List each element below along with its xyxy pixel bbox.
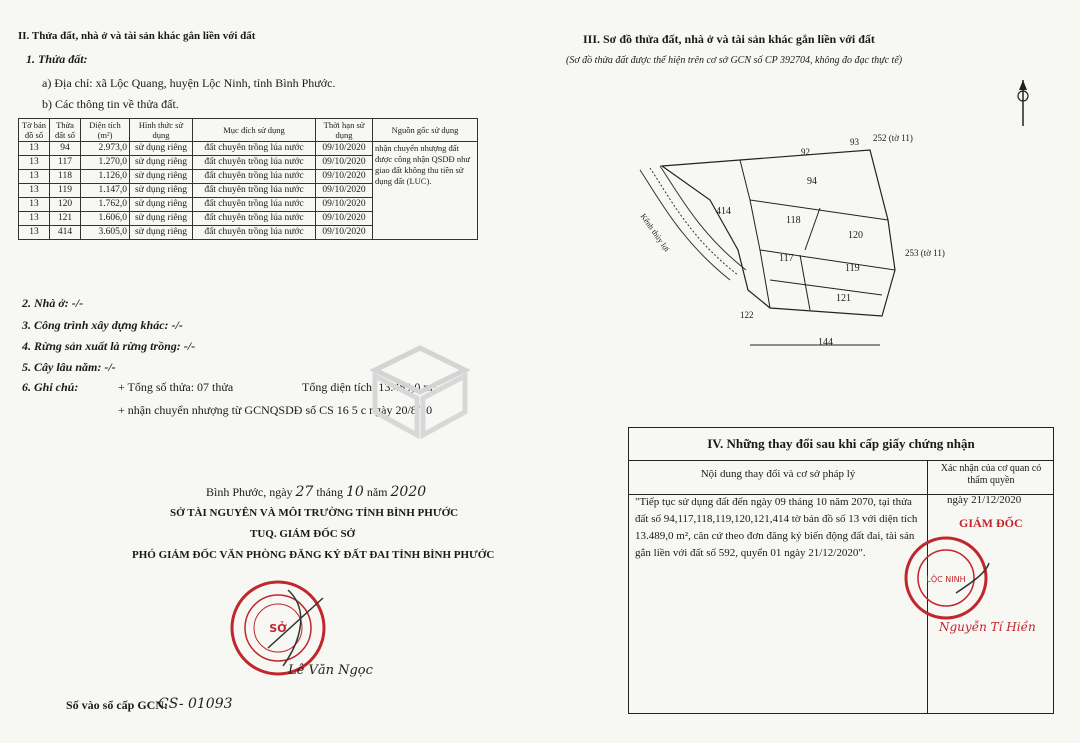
col-header: Diện tích (m²) [81,119,130,142]
cell: sử dụng riêng [130,184,193,198]
changes-content: "Tiếp tục sử dụng đất đến ngày 09 tháng 10 năm 2070, tại thửa đất số 94,117,118,119,120,121,414 tờ bản đồ số 13 với diện tích 13.489,0 m², căn cứ theo đơn đăng ký biến động đất đai, tài sản gắn liền với đất số 592, quyển 01 ngày 21/12/2020". [635,496,918,559]
entry-label: Số vào sổ cấp GCN: [66,698,169,712]
parcel-119-label: 119 [845,263,860,274]
cell: sử dụng riêng [130,226,193,240]
cell: 13 [19,212,50,226]
origin-cell: nhận chuyển nhượng đất được công nhận QSDĐ như giao đất không thu tiền sử dụng đất (LUC). [373,142,478,240]
signer-name: Lê Văn Ngọc [288,663,373,678]
cell: 09/10/2020 [316,170,373,184]
cell: đất chuyên trồng lúa nước [193,184,316,198]
cell: sử dụng riêng [130,170,193,184]
entry-number: CS- 01093 [158,696,233,712]
col-header: Hình thức sử dụng [130,119,193,142]
date-day: 27 [295,484,314,500]
cell: sử dụng riêng [130,198,193,212]
sign-date-line [206,484,426,500]
cell: 120 [50,198,81,212]
changes-col-content-header: Nội dung thay đổi và cơ sở pháp lý [700,468,856,480]
cell: 2.973,0 [81,142,130,156]
cell: 94 [50,142,81,156]
changes-col-confirm-header: Xác nhận của cơ quan có thẩm quyền [940,463,1042,486]
parcel-94-label: 94 [807,176,817,187]
item-forest: 4. Rừng sản xuất là rừng trồng: -/- [22,339,196,353]
parcel-117-label: 117 [779,253,794,264]
info-label: b) Các thông tin về thửa đất. [42,97,179,111]
item-house: 2. Nhà ở: -/- [22,296,84,310]
address: a) Địa chỉ: xã Lộc Quang, huyện Lộc Ninh, tỉnh Bình Phước. [42,76,336,90]
cell: 1.126,0 [81,170,130,184]
parcel-map [620,130,960,350]
date-year-label: năm [366,485,388,499]
parcel-92-label: 92 [801,147,810,157]
col-header: Nguồn gốc sử dụng [373,119,478,142]
confirm-signer: Nguyễn Tí Hiền [939,620,1036,634]
item-perennial: 5. Cây lâu năm: -/- [22,360,116,374]
col-header: Thời hạn sử dụng [316,119,373,142]
cell: 117 [50,156,81,170]
cell: 121 [50,212,81,226]
svg-text:LỘC NINH: LỘC NINH [926,575,966,584]
tuq-line: TUQ. GIÁM ĐỐC SỞ [250,528,356,540]
section-title-land: II. Thửa đất, nhà ở và tài sản khác gắn liền với đất [18,30,256,42]
svg-text:SỞ: SỞ [269,622,287,635]
cell: đất chuyên trồng lúa nước [193,156,316,170]
col-header: Tờ bản đồ số [19,119,50,142]
cell: 118 [50,170,81,184]
cell: 1.762,0 [81,198,130,212]
parcel-414-label: 414 [716,206,731,217]
table-header-row [19,119,478,142]
cell: đất chuyên trồng lúa nước [193,198,316,212]
parcel-144-label: 144 [818,337,833,348]
cell: 13 [19,198,50,212]
cell: 09/10/2020 [316,226,373,240]
parcel-93-label: 93 [850,137,859,147]
cell: 414 [50,226,81,240]
land-table [18,118,478,240]
note-total-parcels: + Tổng số thửa: 07 thửa [118,380,234,394]
date-prefix: Bình Phước, ngày [206,485,293,499]
map-subtitle: (Sơ đồ thửa đất được thể hiện trên cơ sở GCN số CP 392704, không đo đạc thực tế) [566,55,903,66]
watermark-icon [365,340,475,440]
changes-title: IV. Những thay đổi sau khi cấp giấy chứng nhận [629,428,1053,461]
north-arrow-icon [1012,78,1034,128]
cell: 1.147,0 [81,184,130,198]
date-month-label: tháng [316,485,344,499]
section-title-map: III. Sơ đồ thửa đất, nhà ở và tài sản khác gắn liền với đất [583,32,875,46]
cell: đất chuyên trồng lúa nước [193,142,316,156]
confirm-date: ngày 21/12/2020 [947,494,1022,506]
cell: 13 [19,142,50,156]
item-notes-title: 6. Ghi chú: [22,380,79,394]
cell: 119 [50,184,81,198]
cell: 13 [19,226,50,240]
col-header: Mục đích sử dụng [193,119,316,142]
parcel-120-label: 120 [848,230,863,241]
confirm-seal-icon [901,533,991,623]
cell: 3.605,0 [81,226,130,240]
parcel-252-label: 252 (tờ 11) [873,133,913,143]
cell: 09/10/2020 [316,212,373,226]
cell: 09/10/2020 [316,142,373,156]
parcel-121-label: 121 [836,293,851,304]
date-month: 10 [346,484,364,500]
director-title: GIÁM ĐỐC [959,516,1023,530]
cell: sử dụng riêng [130,142,193,156]
parcel-118-label: 118 [786,215,801,226]
cell: 09/10/2020 [316,156,373,170]
changes-box [628,427,1054,714]
cell: 1.270,0 [81,156,130,170]
date-year: 2020 [390,484,427,500]
item-construction: 3. Công trình xây dựng khác: -/- [22,318,183,332]
cell: sử dụng riêng [130,156,193,170]
col-header: Thửa đất số [50,119,81,142]
note-transfer: + nhận chuyển nhượng từ GCNQSDĐ số CS 16 5 c ngày 20/8/20 [118,403,433,417]
issuing-org: SỞ TÀI NGUYÊN VÀ MÔI TRƯỜNG TỈNH BÌNH PHƯỚC [170,507,459,519]
cell: 09/10/2020 [316,198,373,212]
item1-title: 1. Thửa đất: [26,52,88,66]
table-row [19,142,478,156]
cell: đất chuyên trồng lúa nước [193,170,316,184]
parcel-122-label: 122 [740,310,754,320]
note-total-area: Tổng diện tích: 13.489,0 m² [302,380,437,394]
cell: sử dụng riêng [130,212,193,226]
cell: 1.606,0 [81,212,130,226]
canal-label: Kênh thủy lợi [638,212,672,254]
cell: đất chuyên trồng lúa nước [193,212,316,226]
cell: 13 [19,156,50,170]
cell: 09/10/2020 [316,184,373,198]
parcel-253-label: 253 (tờ 11) [905,248,945,258]
cell: 13 [19,184,50,198]
position-line: PHÓ GIÁM ĐỐC VĂN PHÒNG ĐĂNG KÝ ĐẤT ĐAI TỈNH BÌNH PHƯỚC [132,549,495,561]
cell: 13 [19,170,50,184]
cell: đất chuyên trồng lúa nước [193,226,316,240]
